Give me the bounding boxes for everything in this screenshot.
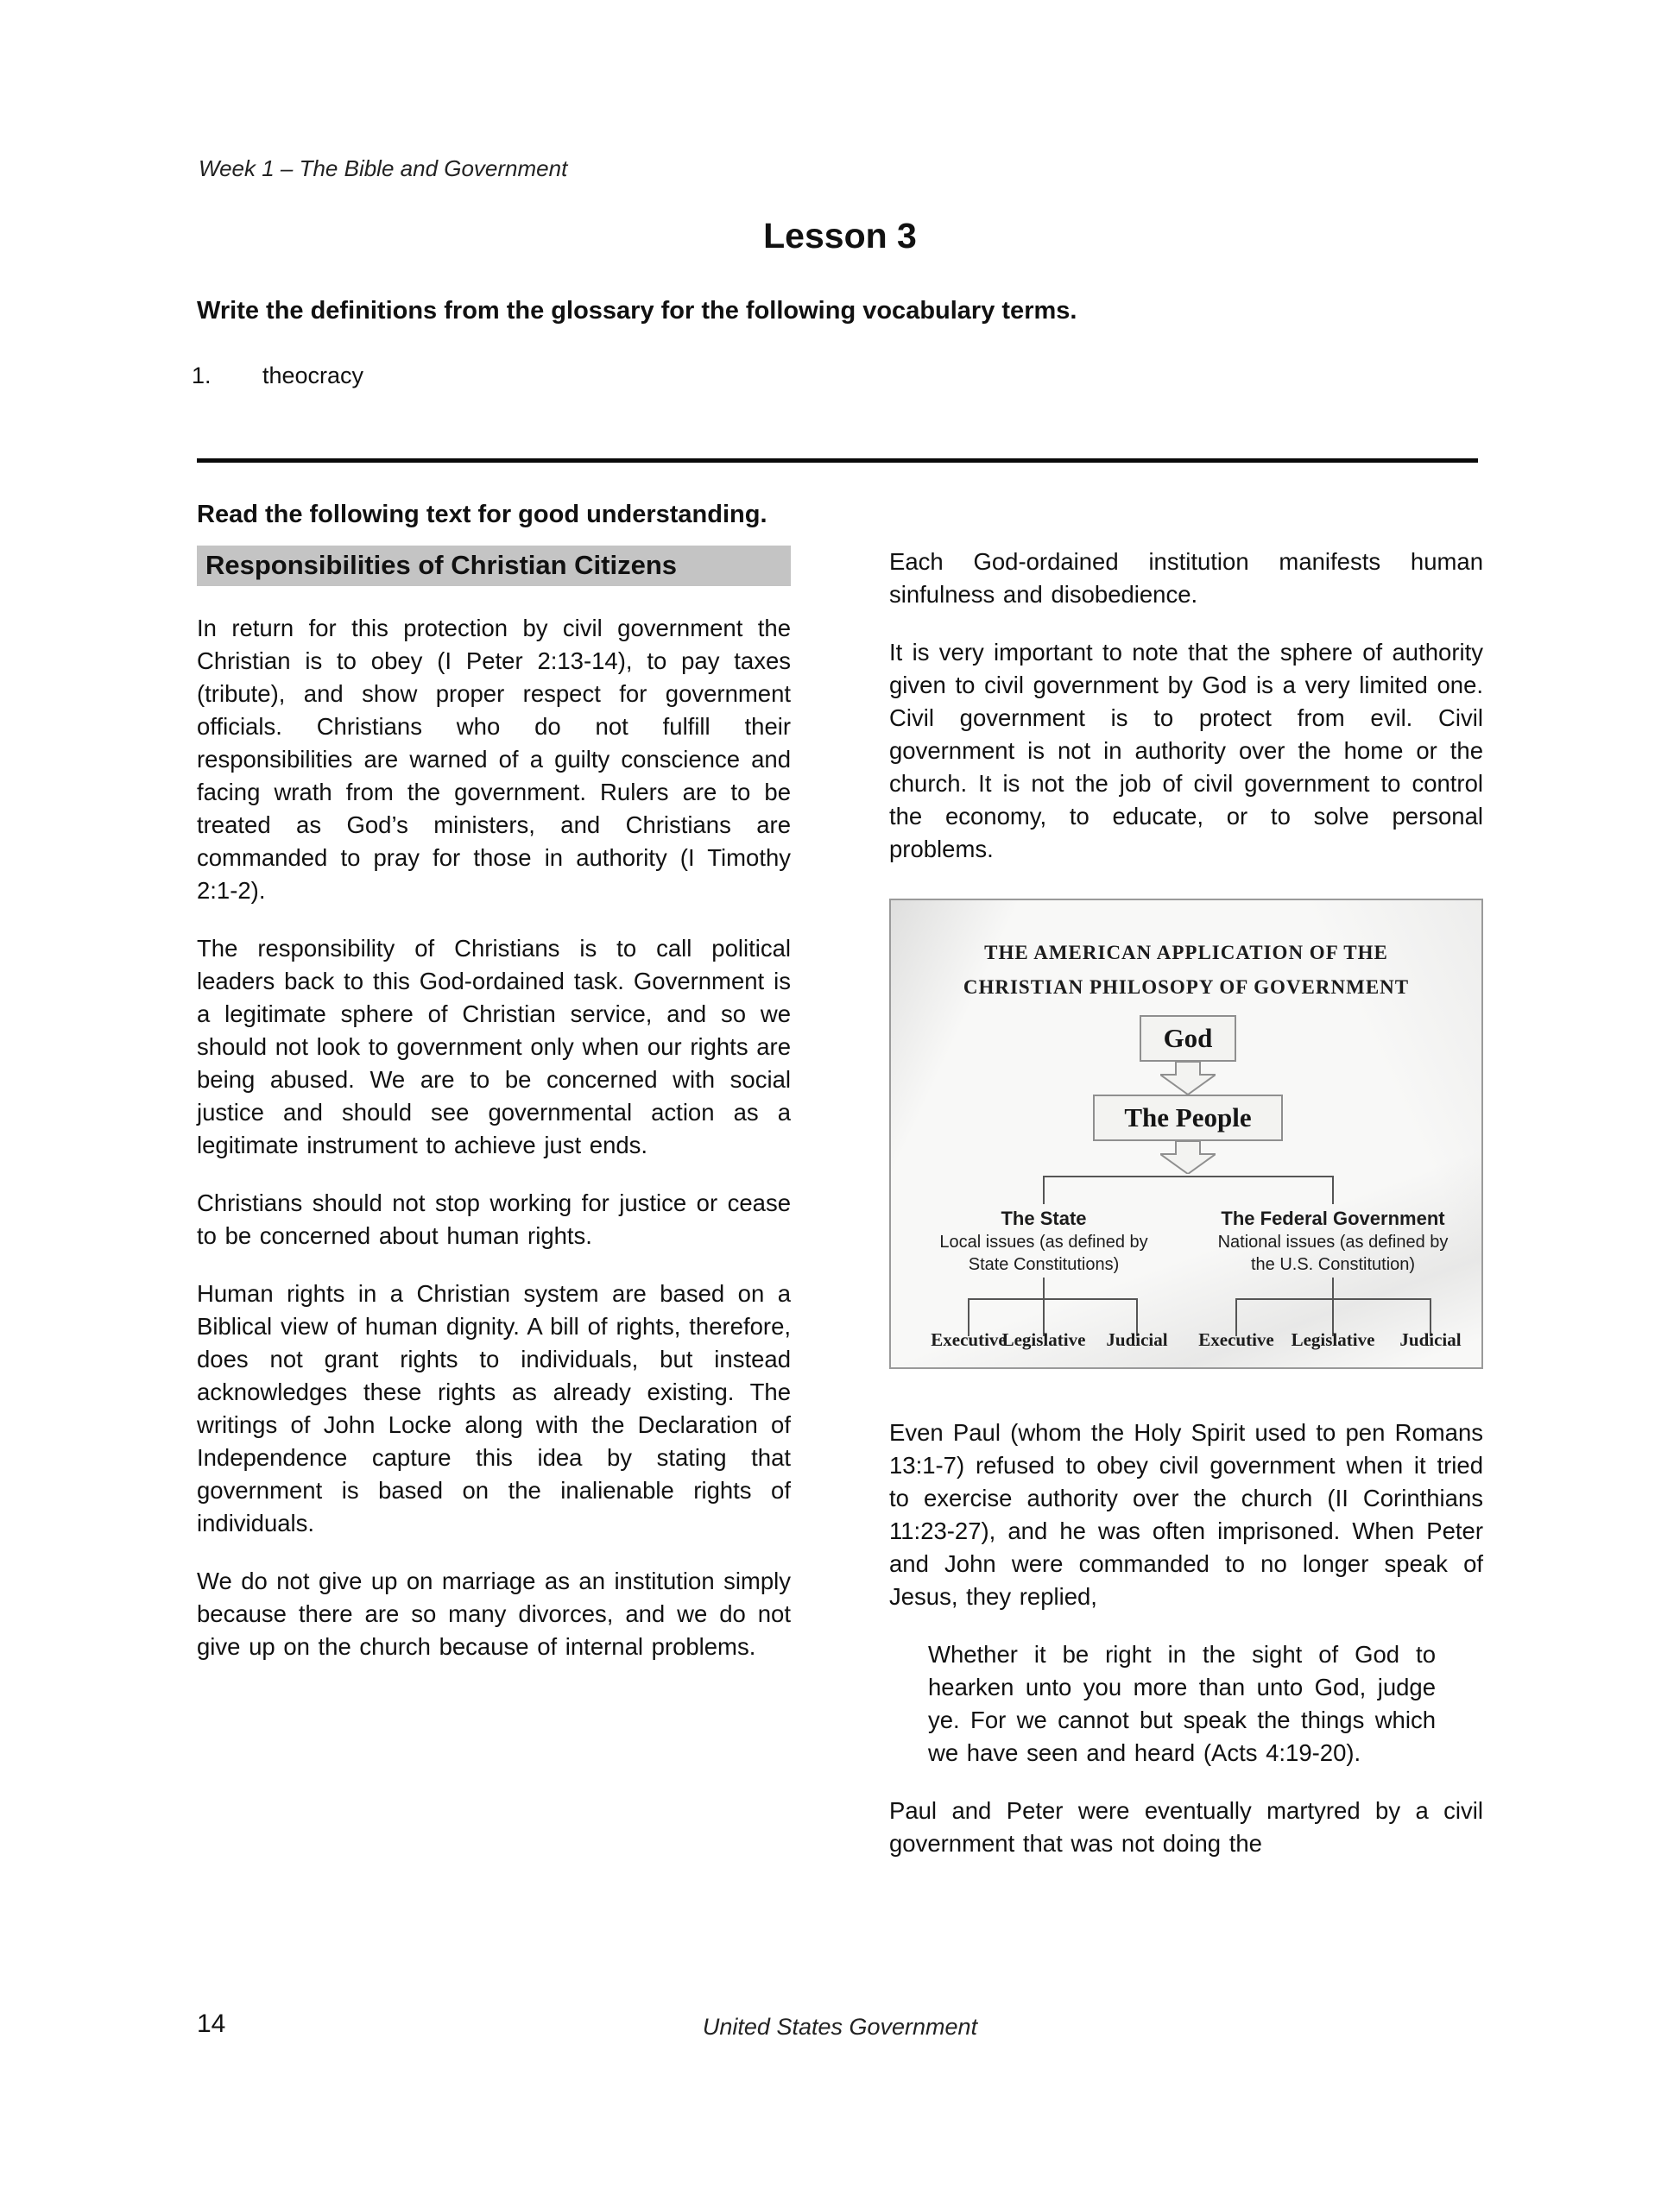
instruction-write-definitions: Write the definitions from the glossary for the following vocabulary terms. [197, 297, 1077, 325]
running-header: Week 1 – The Bible and Government [199, 155, 568, 181]
branch-child-legislative: Legislative [1291, 1329, 1375, 1350]
branch-child-legislative: Legislative [1001, 1329, 1086, 1350]
paragraph: We do not give up on marriage as an institution simply because there are so many divorces, and we do not give up on the church because of internal problems. [197, 1568, 791, 1660]
branch-child-executive: Executive [1198, 1329, 1274, 1350]
section-heading: Responsibilities of Christian Citizens [197, 546, 791, 586]
answer-writing-line [197, 458, 1478, 463]
diagram-branch-state [923, 1207, 1165, 1276]
right-column [889, 546, 1483, 1885]
diagram-node-people: The People [1093, 1095, 1283, 1141]
branch-subtitle: National issues (as defined by the U.S. Constitution) [1217, 1233, 1449, 1274]
paragraph: Paul and Peter were eventually martyred by a civil government that was not doing the [889, 1797, 1483, 1857]
scripture-quote: Whether it be right in the sight of God to hearken unto you more than unto God, judge ye. For we cannot but speak the things which we have seen and heard (Acts 4:19-20). [928, 1641, 1436, 1766]
branch-title: The Federal Government [1221, 1208, 1445, 1229]
left-column [197, 546, 791, 1688]
paragraph: Human rights in a Christian system are based on a Biblical view of human dignity. A bill of rights, therefore, does not grant rights to individuals, but instead acknowledges these rights as already existing. The writings of John Locke along with the Declaration of Independence capture this idea by stating that government is based on the inalienable rights of individuals. [197, 1280, 791, 1536]
paragraph: In return for this protection by civil government the Christian is to obey (I Peter 2:13-14), to pay taxes (tribute), and show proper respect for government officials. Christians who do not fulfill their responsibilities are warned of a guilty conscience and facing wrath from the government. Rulers are to be treated as God’s ministers, and Christians are commanded to pray for those in authority (I Timothy 2:1-2). [197, 615, 791, 904]
page-number: 14 [197, 2010, 226, 2038]
paragraph: Even Paul (whom the Holy Spirit used to pen Romans 13:1-7) refused to obey civil government when it tried to exercise authority over the church (II Corinthians 11:23-27), and he was often imprisoned. When Peter and John were commanded to no longer speak of Jesus, they replied, [889, 1419, 1483, 1610]
instruction-read-text: Read the following text for good understanding. [197, 501, 767, 528]
diagram-title-line2: CHRISTIAN PHILOSOPY OF GOVERNMENT [963, 976, 1410, 998]
branch-subtitle: Local issues (as defined by State Constitutions) [939, 1233, 1148, 1274]
diagram-branch-federal [1212, 1207, 1454, 1276]
paragraph: Each God-ordained institution manifests human sinfulness and disobedience. [889, 548, 1483, 608]
branch-child-executive: Executive [931, 1329, 1007, 1350]
branch-title: The State [1001, 1208, 1087, 1229]
paragraph: The responsibility of Christians is to call political leaders back to this God-ordained task. Government is a legitimate sphere of Christian service, and so we should not look to government only when our rights are being abused. We are to be concerned with social justice and should see governmental action as a legitimate instrument to achieve just ends. [197, 935, 791, 1158]
page-title: Lesson 3 [763, 216, 917, 256]
branch-child-judicial: Judicial [1399, 1329, 1462, 1350]
government-flowchart-image [889, 899, 1483, 1369]
vocab-item-number: 1. [192, 363, 212, 388]
vocab-item-term: theocracy [262, 363, 364, 388]
paragraph: Christians should not stop working for justice or cease to be concerned about human rights. [197, 1189, 791, 1249]
connector-lines [891, 900, 1485, 1371]
diagram-title-line1: THE AMERICAN APPLICATION OF THE [984, 942, 1388, 963]
paragraph: It is very important to note that the sphere of authority given to civil government by God is a very limited one. Civil government is to protect from evil. Civil government is not in authority over the home or the church. It is not the job of civil government to control the economy, to educate, or to solve personal problems. [889, 639, 1483, 862]
diagram-node-god: God [1140, 1015, 1236, 1062]
vocab-item [192, 363, 363, 389]
branch-child-judicial: Judicial [1106, 1329, 1168, 1350]
footer-book-title: United States Government [702, 2014, 978, 2040]
